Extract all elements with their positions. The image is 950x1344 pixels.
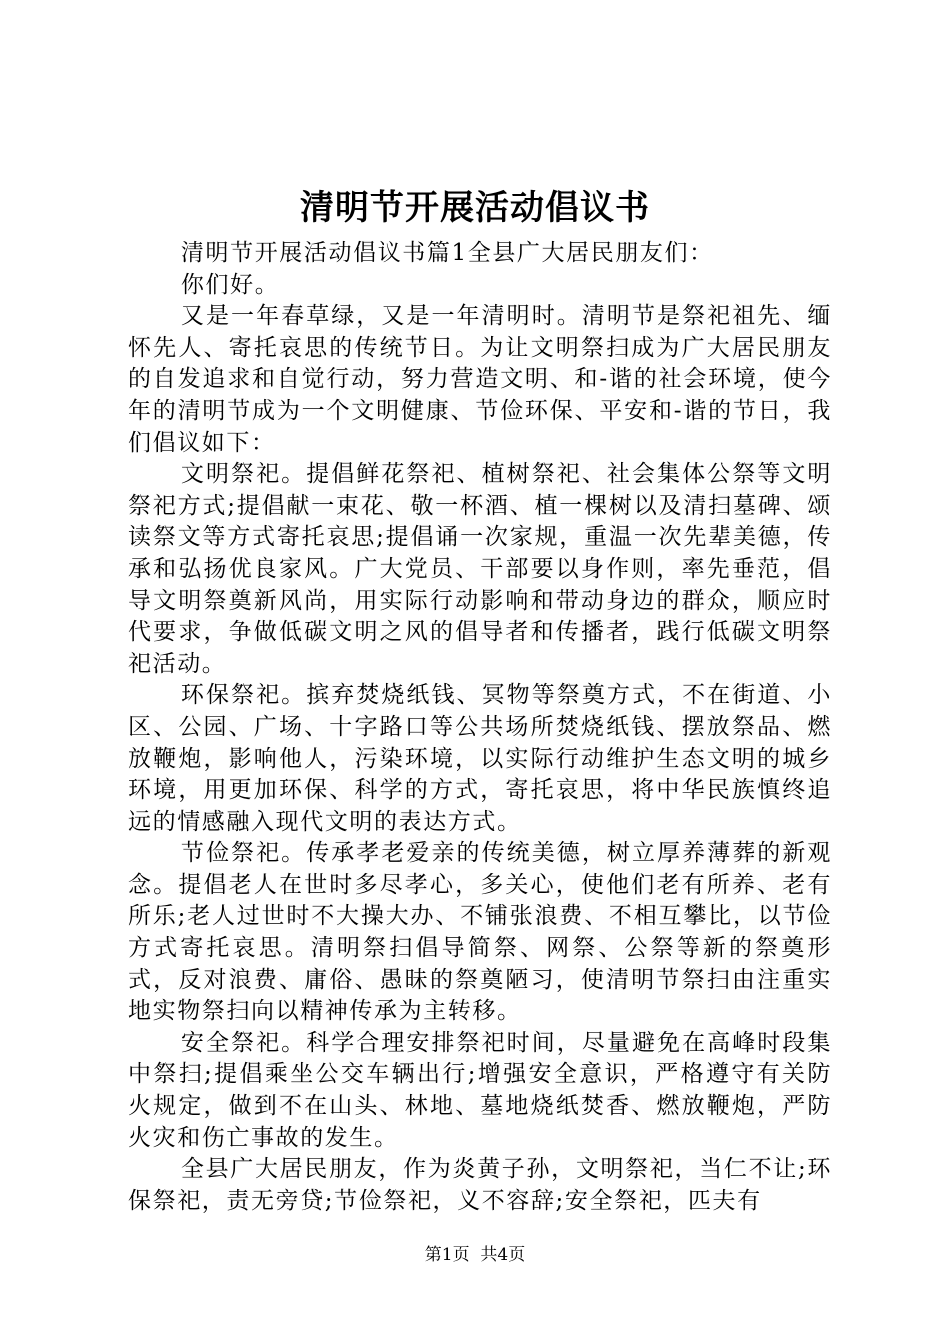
page-total: 共4页 bbox=[480, 1245, 526, 1265]
page-footer bbox=[0, 1244, 950, 1266]
document-body bbox=[128, 238, 832, 1217]
page-title: 清明节开展活动倡议书 bbox=[300, 188, 650, 228]
paragraph-civilized-sacrifice: 文明祭祀。提倡鲜花祭祀、植树祭祀、社会集体公祭等文明祭祀方式;提倡献一束花、敬一杯酒、植一棵树以及清扫墓碑、颂读祭文等方式寄托哀思;提倡诵一次家规，重温一次先辈美德，传承和弘扬优良家风。广大党员、干部要以身作则，率先垂范，倡导文明祭奠新风尚，用实际行动影响和带动身边的群众，顺应时代要求，争做低碳文明之风的倡导者和传播者，践行低碳文明祭祀活动。 bbox=[128, 461, 832, 677]
paragraph-eco-sacrifice: 环保祭祀。摈弃焚烧纸钱、冥物等祭奠方式，不在街道、小区、公园、广场、十字路口等公共场所焚烧纸钱、摆放祭品、燃放鞭炮，影响他人，污染环境，以实际行动维护生态文明的城乡环境，用更加环保、科学的方式，寄托哀思，将中华民族慎终追远的情感融入现代文明的表达方式。 bbox=[128, 682, 832, 835]
paragraph-intro: 又是一年春草绿，又是一年清明时。清明节是祭祀祖先、缅怀先人、寄托哀思的传统节日。为让文明祭扫成为广大居民朋友的自发追求和自觉行动，努力营造文明、和-谐的社会环境，使今年的清明节成为一个文明健康、节俭环保、平安和-谐的节日，我们倡议如下： bbox=[128, 303, 832, 456]
paragraph-greeting: 你们好。 bbox=[180, 271, 280, 298]
page-number: 第1页 bbox=[424, 1245, 470, 1265]
paragraph-safe-sacrifice: 安全祭祀。科学合理安排祭祀时间，尽量避免在高峰时段集中祭扫;提倡乘坐公交车辆出行;增强安全意识，严格遵守有关防火规定，做到不在山头、林地、墓地烧纸焚香、燃放鞭炮，严防火灾和伤亡事故的发生。 bbox=[128, 1029, 832, 1151]
paragraph-salutation: 清明节开展活动倡议书篇1全县广大居民朋友们： bbox=[180, 240, 714, 266]
paragraph-frugal-sacrifice: 节俭祭祀。传承孝老爱亲的传统美德，树立厚养薄葬的新观念。提倡老人在世时多尽孝心，多关心，使他们老有所养、老有所乐;老人过世时不大操大办、不铺张浪费、不相互攀比，以节俭方式寄托哀思。清明祭扫倡导简祭、网祭、公祭等新的祭奠形式，反对浪费、庸俗、愚昧的祭奠陋习，使清明节祭扫由注重实地实物祭扫向以精神传承为主转移。 bbox=[128, 840, 832, 1025]
paragraph-closing: 全县广大居民朋友，作为炎黄子孙，文明祭祀，当仁不让;环保祭祀，责无旁贷;节俭祭祀，义不容辞;安全祭祀，匹夫有 bbox=[128, 1156, 832, 1214]
